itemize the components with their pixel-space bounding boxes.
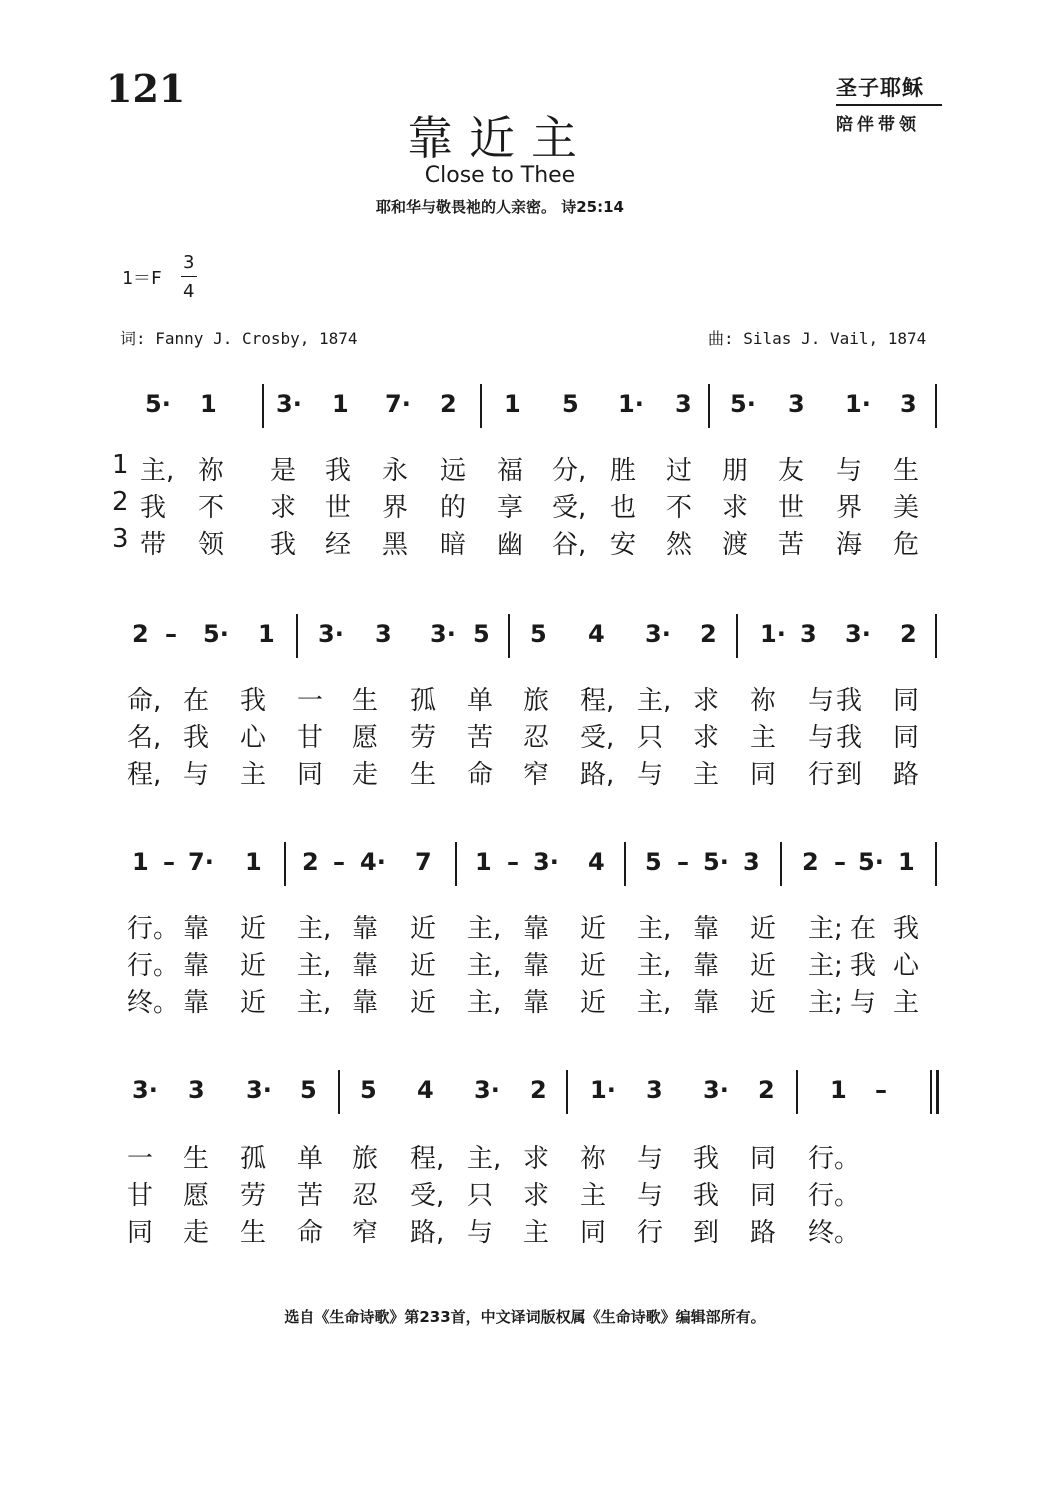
note: 3·	[318, 620, 344, 648]
lyric-char: 靠	[693, 914, 720, 944]
note: 3·	[430, 620, 456, 648]
barline	[455, 842, 457, 886]
lyric-char: 苦	[297, 1181, 324, 1211]
lyric-char: 程,	[410, 1144, 445, 1174]
lyric-char: 路	[893, 760, 920, 790]
lyric-char: 主	[240, 760, 267, 790]
lyric-char: 受,	[552, 493, 587, 523]
note: –	[677, 848, 689, 876]
lyric-char: 与	[808, 686, 835, 716]
lyric-char: 美	[893, 493, 920, 523]
lyric-char: 路	[750, 1218, 777, 1248]
lyric-char: 近	[410, 951, 437, 981]
lyric-char: 甘	[297, 723, 324, 753]
key-signature: 1＝F	[122, 268, 162, 289]
note: –	[507, 848, 519, 876]
note: 1	[245, 848, 262, 876]
lyric-char: 靠	[352, 914, 379, 944]
note: 1·	[618, 390, 644, 418]
lyric-char: 靠	[352, 988, 379, 1018]
lyric-char: 路,	[410, 1218, 445, 1248]
note: 1	[504, 390, 521, 418]
lyric-char: 近	[240, 951, 267, 981]
lyric-char: 名,	[127, 723, 162, 753]
barline	[338, 1070, 340, 1114]
note: 5	[360, 1076, 377, 1104]
note: 1	[475, 848, 492, 876]
note: 3	[900, 390, 917, 418]
note: –	[834, 848, 846, 876]
composer-credit: 曲: Silas J. Vail, 1874	[708, 329, 927, 348]
lyric-char: 我	[836, 723, 863, 753]
lyric-char: 幽	[497, 530, 524, 560]
note: 3·	[703, 1076, 729, 1104]
lyric-char: 主	[893, 988, 920, 1018]
lyric-char: 到	[693, 1218, 720, 1248]
note: 5·	[145, 390, 171, 418]
lyric-char: 走	[352, 760, 379, 790]
lyric-char: 苦	[467, 723, 494, 753]
lyric-char: 劳	[410, 723, 437, 753]
lyric-char: 与	[183, 760, 210, 790]
note: 3·	[474, 1076, 500, 1104]
lyric-char: 近	[410, 988, 437, 1018]
note: 2	[758, 1076, 775, 1104]
note: 3·	[276, 390, 302, 418]
lyric-char: 祢	[198, 456, 225, 486]
lyric-char: 也	[610, 493, 637, 523]
lyric-char: 界	[836, 493, 863, 523]
title-chinese: 靠近主	[407, 111, 593, 165]
lyric-char: 单	[467, 686, 494, 716]
lyric-char: 胜	[610, 456, 637, 486]
lyric-char: 靠	[523, 914, 550, 944]
lyric-char: 求	[523, 1181, 550, 1211]
lyric-char: 同	[750, 760, 777, 790]
lyric-char: 海	[836, 530, 863, 560]
lyric-char: 近	[750, 951, 777, 981]
lyric-char: 近	[580, 951, 607, 981]
time-signature-top: 3	[183, 252, 195, 273]
lyric-char: 祢	[750, 686, 777, 716]
lyric-char: 行。	[127, 951, 180, 981]
time-signature-bottom: 4	[183, 281, 195, 302]
lyric-char: 1	[112, 450, 129, 480]
lyric-char: 主,	[637, 686, 672, 716]
note: 2	[530, 1076, 547, 1104]
lyric-char: 近	[750, 988, 777, 1018]
lyric-char: 永	[382, 456, 409, 486]
note: 3·	[533, 848, 559, 876]
lyric-char: 旅	[352, 1144, 379, 1174]
lyric-char: 忍	[523, 723, 550, 753]
note: 3	[646, 1076, 663, 1104]
lyric-char: 黑	[382, 530, 409, 560]
note: 5·	[203, 620, 229, 648]
note: 4·	[360, 848, 386, 876]
lyric-char: 主;	[808, 914, 843, 944]
lyric-char: 在	[850, 914, 877, 944]
lyric-char: 与	[850, 988, 877, 1018]
lyric-char: 同	[893, 723, 920, 753]
lyric-char: 靠	[523, 988, 550, 1018]
lyric-char: 主	[693, 760, 720, 790]
note: 3·	[246, 1076, 272, 1104]
barline	[736, 614, 738, 658]
note: 3·	[132, 1076, 158, 1104]
lyric-char: 安	[610, 530, 637, 560]
lyric-char: 忍	[352, 1181, 379, 1211]
lyric-char: 主,	[467, 914, 502, 944]
note: 1	[132, 848, 149, 876]
lyric-char: 我	[325, 456, 352, 486]
lyric-char: 行。	[808, 1181, 861, 1211]
note: 7	[415, 848, 432, 876]
lyric-char: 享	[497, 493, 524, 523]
lyric-char: 主	[750, 723, 777, 753]
lyric-char: 界	[382, 493, 409, 523]
lyricist-credit: 词: Fanny J. Crosby, 1874	[120, 329, 358, 348]
note: 1·	[590, 1076, 616, 1104]
lyric-char: 的	[440, 493, 467, 523]
note: 3·	[645, 620, 671, 648]
lyric-char: 近	[240, 988, 267, 1018]
note: 4	[588, 848, 605, 876]
lyric-char: 靠	[183, 914, 210, 944]
barline	[935, 614, 937, 658]
lyric-char: 行。	[127, 914, 180, 944]
lyric-char: 主,	[637, 988, 672, 1018]
verse-reference: 耶和华与敬畏祂的人亲密。 诗25:14	[376, 198, 624, 216]
lyric-char: 与	[637, 1181, 664, 1211]
lyric-char: 只	[467, 1181, 494, 1211]
lyric-char: 劳	[240, 1181, 267, 1211]
lyric-char: 同	[127, 1218, 154, 1248]
lyric-char: 与	[637, 1144, 664, 1174]
lyric-char: 同	[893, 686, 920, 716]
note: 2	[302, 848, 319, 876]
lyric-char: 愿	[183, 1181, 210, 1211]
note: 1	[332, 390, 349, 418]
note: 2	[132, 620, 149, 648]
lyric-char: 3	[112, 524, 129, 554]
barline	[296, 614, 298, 658]
note: 2	[440, 390, 457, 418]
lyric-char: 我	[270, 530, 297, 560]
lyric-char: 受,	[410, 1181, 445, 1211]
note: –	[163, 848, 175, 876]
note: 5·	[858, 848, 884, 876]
lyric-char: 甘	[127, 1181, 154, 1211]
lyric-char: 主,	[297, 988, 332, 1018]
lyric-char: 朋	[722, 456, 749, 486]
footnote: 选自《生命诗歌》第233首，中文译词版权属《生命诗歌》编辑部所有。	[284, 1308, 766, 1326]
note: 3	[800, 620, 817, 648]
lyric-char: 旅	[523, 686, 550, 716]
lyric-char: 世	[325, 493, 352, 523]
note: 2	[802, 848, 819, 876]
lyric-char: 命	[467, 760, 494, 790]
note: 5	[562, 390, 579, 418]
barline	[262, 384, 264, 428]
note: 1	[898, 848, 915, 876]
lyric-char: 靠	[183, 988, 210, 1018]
lyric-char: 一	[127, 1144, 154, 1174]
lyric-char: 同	[580, 1218, 607, 1248]
note: 3	[788, 390, 805, 418]
barline	[708, 384, 710, 428]
lyric-char: 主,	[140, 456, 175, 486]
lyric-char: 求	[693, 686, 720, 716]
lyric-char: 我	[693, 1144, 720, 1174]
hymn-number: 121	[106, 66, 186, 111]
lyric-char: 暗	[440, 530, 467, 560]
lyric-char: 过	[666, 456, 693, 486]
lyric-char: 近	[580, 914, 607, 944]
lyric-char: 与	[836, 456, 863, 486]
note: 7·	[385, 390, 411, 418]
note: 3	[375, 620, 392, 648]
lyric-char: 主;	[808, 951, 843, 981]
lyric-char: 生	[183, 1144, 210, 1174]
barline	[480, 384, 482, 428]
lyric-char: 路,	[580, 760, 615, 790]
barline	[780, 842, 782, 886]
lyric-char: 走	[183, 1218, 210, 1248]
note: –	[875, 1076, 887, 1104]
lyric-char: 行。	[808, 1144, 861, 1174]
lyric-char: 我	[836, 686, 863, 716]
lyric-char: 远	[440, 456, 467, 486]
lyric-char: 经	[325, 530, 352, 560]
lyric-char: 谷,	[552, 530, 587, 560]
barline	[796, 1070, 798, 1114]
lyric-char: 窄	[523, 760, 550, 790]
lyric-char: 同	[297, 760, 324, 790]
note: 3	[743, 848, 760, 876]
note: 1·	[845, 390, 871, 418]
lyric-char: 福	[497, 456, 524, 486]
lyric-char: 我	[240, 686, 267, 716]
lyric-char: 苦	[778, 530, 805, 560]
lyric-char: 靠	[693, 951, 720, 981]
lyric-char: 程,	[127, 760, 162, 790]
lyric-char: 带	[140, 530, 167, 560]
lyric-char: 友	[778, 456, 805, 486]
lyric-char: 愿	[352, 723, 379, 753]
lyric-char: 求	[270, 493, 297, 523]
lyric-char: 单	[297, 1144, 324, 1174]
lyric-char: 行	[808, 760, 835, 790]
note: 1	[200, 390, 217, 418]
lyric-char: 靠	[352, 951, 379, 981]
lyric-char: 我	[850, 951, 877, 981]
barline	[935, 384, 937, 428]
lyric-char: 孤	[240, 1144, 267, 1174]
lyric-char: 生	[893, 456, 920, 486]
barline	[284, 842, 286, 886]
lyric-char: 主,	[297, 914, 332, 944]
lyric-char: 主,	[467, 951, 502, 981]
lyric-char: 受,	[580, 723, 615, 753]
lyric-char: 近	[580, 988, 607, 1018]
note: 5	[300, 1076, 317, 1104]
note: 5	[473, 620, 490, 648]
note: 2	[700, 620, 717, 648]
lyric-char: 主	[523, 1218, 550, 1248]
lyric-char: 近	[750, 914, 777, 944]
lyric-char: 世	[778, 493, 805, 523]
lyric-char: 生	[352, 686, 379, 716]
lyric-char: 主,	[467, 988, 502, 1018]
time-signature-line	[181, 276, 197, 277]
lyric-char: 主,	[297, 951, 332, 981]
final-barline	[930, 1070, 939, 1114]
lyric-char: 生	[410, 760, 437, 790]
category-main: 圣子耶稣	[836, 75, 924, 100]
lyric-char: 命	[297, 1218, 324, 1248]
lyric-char: 求	[722, 493, 749, 523]
barline	[624, 842, 626, 886]
note: 1·	[760, 620, 786, 648]
lyric-char: 一	[297, 686, 324, 716]
lyric-char: 心	[893, 951, 920, 981]
lyric-char: 窄	[352, 1218, 379, 1248]
lyric-char: 靠	[693, 988, 720, 1018]
lyric-char: 求	[693, 723, 720, 753]
note: 5	[530, 620, 547, 648]
lyric-char: 与	[467, 1218, 494, 1248]
lyric-char: 主,	[637, 951, 672, 981]
note: 1	[830, 1076, 847, 1104]
note: 4	[588, 620, 605, 648]
lyric-char: 危	[893, 530, 920, 560]
note: 2	[900, 620, 917, 648]
lyric-char: 祢	[580, 1144, 607, 1174]
note: –	[165, 620, 177, 648]
lyric-char: 我	[893, 914, 920, 944]
lyric-char: 同	[750, 1144, 777, 1174]
lyric-char: 近	[410, 914, 437, 944]
lyric-char: 终。	[127, 988, 180, 1018]
lyric-char: 分,	[552, 456, 587, 486]
lyric-char: 到	[836, 760, 863, 790]
lyric-char: 不	[198, 493, 225, 523]
note: 1	[258, 620, 275, 648]
note: 3	[675, 390, 692, 418]
lyric-char: 我	[183, 723, 210, 753]
lyric-char: 我	[693, 1181, 720, 1211]
lyric-char: 主;	[808, 988, 843, 1018]
lyric-char: 是	[270, 456, 297, 486]
lyric-char: 与	[808, 723, 835, 753]
note: 5·	[730, 390, 756, 418]
lyric-char: 靠	[183, 951, 210, 981]
lyric-char: 同	[750, 1181, 777, 1211]
lyric-char: 然	[666, 530, 693, 560]
lyric-char: 生	[240, 1218, 267, 1248]
note: –	[333, 848, 345, 876]
note: 5·	[703, 848, 729, 876]
lyric-char: 命,	[127, 686, 162, 716]
lyric-char: 主,	[637, 914, 672, 944]
note: 3·	[845, 620, 871, 648]
lyric-char: 领	[198, 530, 225, 560]
lyric-char: 靠	[523, 951, 550, 981]
category-sub: 陪伴带领	[836, 115, 920, 135]
lyric-char: 心	[240, 723, 267, 753]
lyric-char: 不	[666, 493, 693, 523]
note: 4	[417, 1076, 434, 1104]
lyric-char: 主	[580, 1181, 607, 1211]
barline	[566, 1070, 568, 1114]
lyric-char: 我	[140, 493, 167, 523]
barline	[935, 842, 937, 886]
lyric-char: 求	[523, 1144, 550, 1174]
lyric-char: 程,	[580, 686, 615, 716]
note: 5	[645, 848, 662, 876]
lyric-char: 在	[183, 686, 210, 716]
lyric-char: 渡	[722, 530, 749, 560]
lyric-char: 行	[637, 1218, 664, 1248]
note: 3	[188, 1076, 205, 1104]
lyric-char: 终。	[808, 1218, 861, 1248]
category-divider	[836, 104, 942, 106]
note: 7·	[188, 848, 214, 876]
title-english: Close to Thee	[424, 163, 576, 188]
lyric-char: 只	[637, 723, 664, 753]
lyric-char: 主,	[467, 1144, 502, 1174]
lyric-char: 孤	[410, 686, 437, 716]
lyric-char: 与	[637, 760, 664, 790]
barline	[508, 614, 510, 658]
lyric-char: 2	[112, 487, 129, 517]
lyric-char: 近	[240, 914, 267, 944]
